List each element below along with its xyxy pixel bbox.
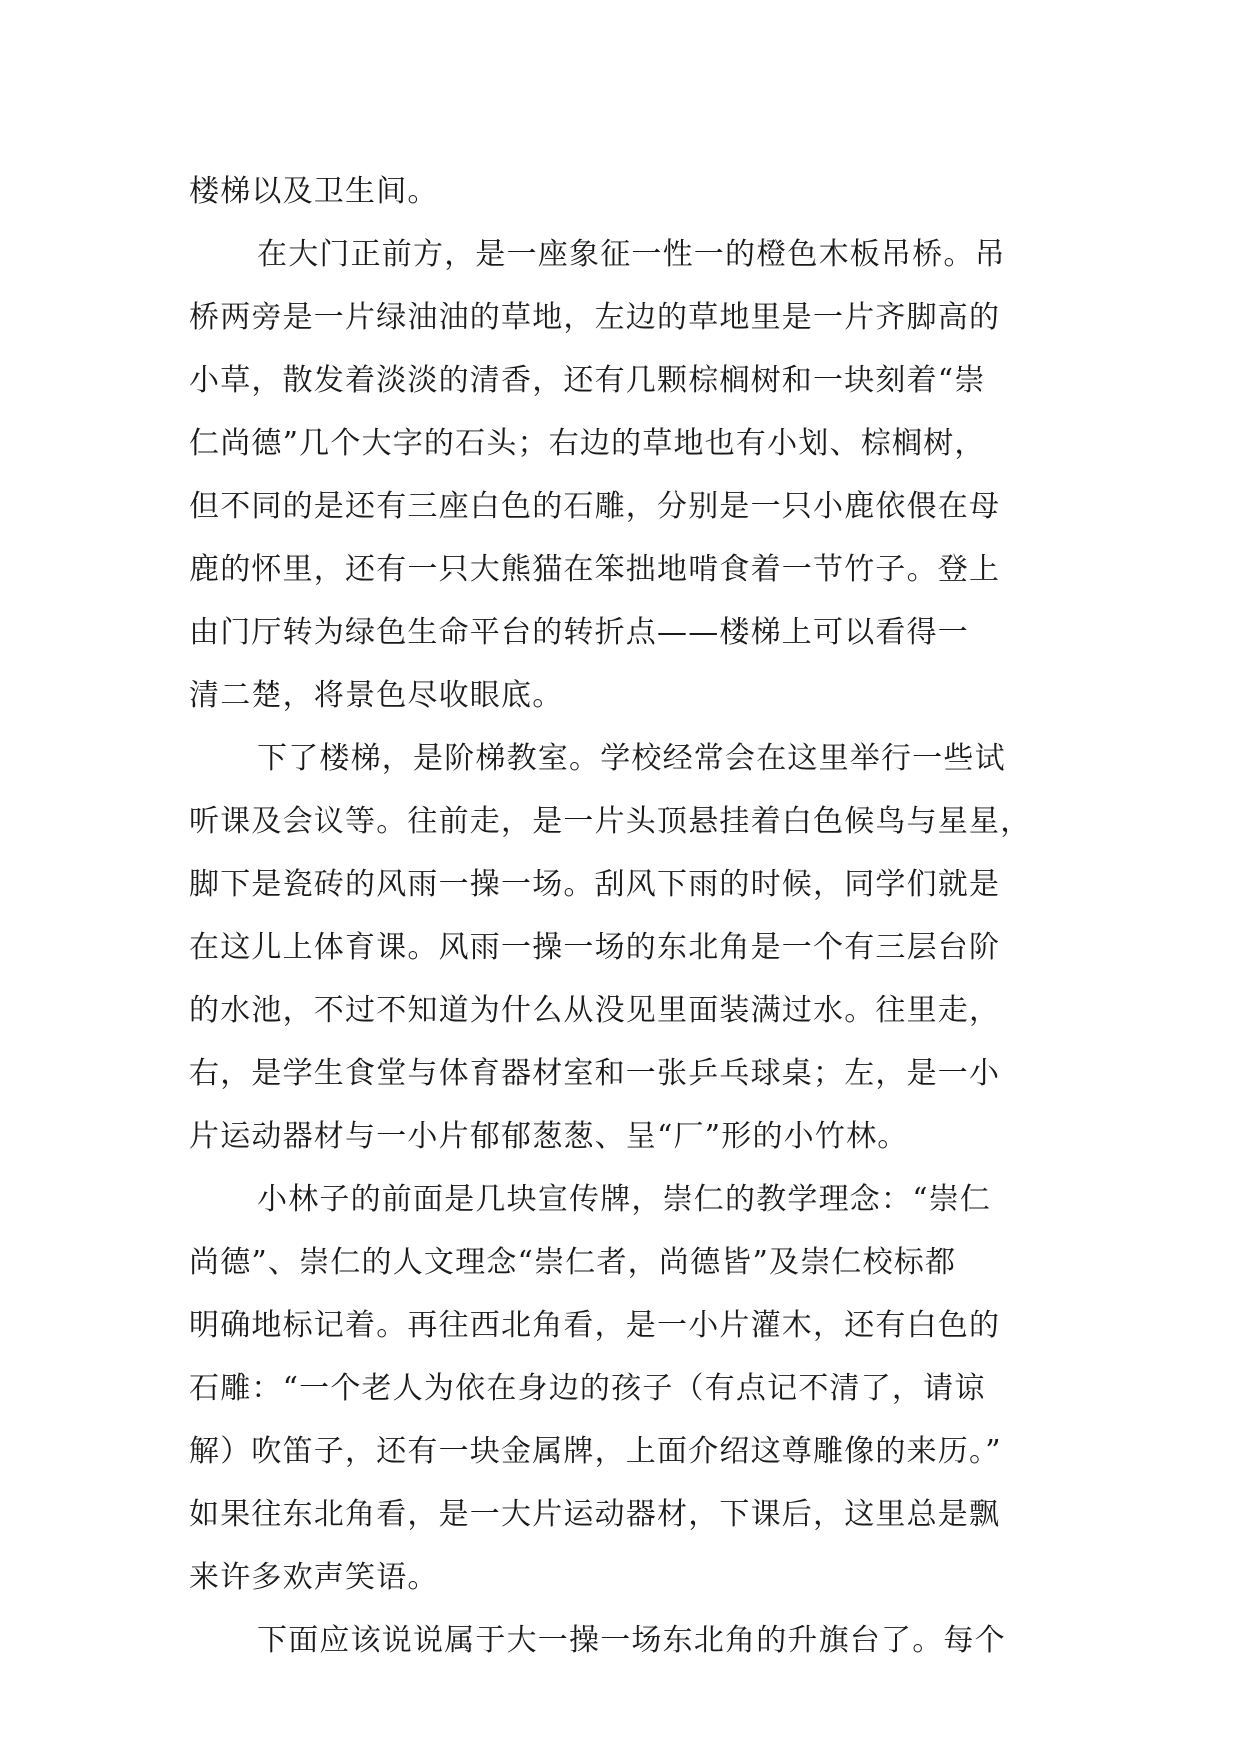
text-line: 石雕：“一个老人为依在身边的孩子（有点记不清了，请谅	[189, 1371, 986, 1406]
paragraph-first-line: 在大门正前方，是一座象征一性一的橙色木板吊桥。吊	[257, 237, 1006, 272]
text-line: 解）吹笛子，还有一块金属牌，上面介绍这尊雕像的来历。”	[189, 1434, 1002, 1469]
body-text	[189, 160, 1049, 1672]
text-line: 鹿的怀里，还有一只大熊猫在笨拙地啃食着一节竹子。登上	[189, 552, 1001, 587]
text-line: 听课及会议等。往前走，是一片头顶悬挂着白色候鸟与星星，	[189, 804, 1032, 839]
paragraph-first-line: 下了楼梯，是阶梯教室。学校经常会在这里举行一些试	[257, 741, 1006, 776]
text-line: 由门厅转为绿色生命平台的转折点——楼梯上可以看得一	[189, 615, 969, 650]
paragraph-first-line: 下面应该说说属于大一操一场东北角的升旗台了。每个	[257, 1623, 1006, 1658]
text-line: 脚下是瓷砖的风雨一操一场。刮风下雨的时候，同学们就是	[189, 867, 1001, 902]
text-line: 仁尚德”几个大字的石头；右边的草地也有小划、棕榈树，	[189, 426, 986, 461]
paragraph-first-line: 小林子的前面是几块宣传牌，崇仁的教学理念：“崇仁	[257, 1182, 992, 1217]
text-line: 清二楚，将景色尽收眼底。	[189, 678, 564, 713]
text-line: 但不同的是还有三座白色的石雕，分别是一只小鹿依偎在母	[189, 489, 1001, 524]
text-line: 片运动器材与一小片郁郁葱葱、呈“厂”形的小竹林。	[189, 1119, 909, 1154]
text-line: 在这儿上体育课。风雨一操一场的东北角是一个有三层台阶	[189, 930, 1001, 965]
text-line: 的水池，不过不知道为什么从没见里面装满过水。往里走，	[189, 993, 1001, 1028]
text-line: 小草，散发着淡淡的清香，还有几颗棕榈树和一块刻着“崇	[189, 363, 986, 398]
text-line: 来许多欢声笑语。	[189, 1560, 439, 1595]
text-line: 尚德”、崇仁的人文理念“崇仁者，尚德皆”及崇仁校标都	[189, 1245, 957, 1280]
text-line: 明确地标记着。再往西北角看，是一小片灌木，还有白色的	[189, 1308, 1001, 1343]
text-line: 如果往东北角看，是一大片运动器材，下课后，这里总是飘	[189, 1497, 1001, 1532]
text-line: 桥两旁是一片绿油油的草地，左边的草地里是一片齐脚高的	[189, 300, 1001, 335]
text-line: 右，是学生食堂与体育器材室和一张乒乓球桌；左，是一小	[189, 1056, 1001, 1091]
text-line: 楼梯以及卫生间。	[189, 174, 439, 209]
